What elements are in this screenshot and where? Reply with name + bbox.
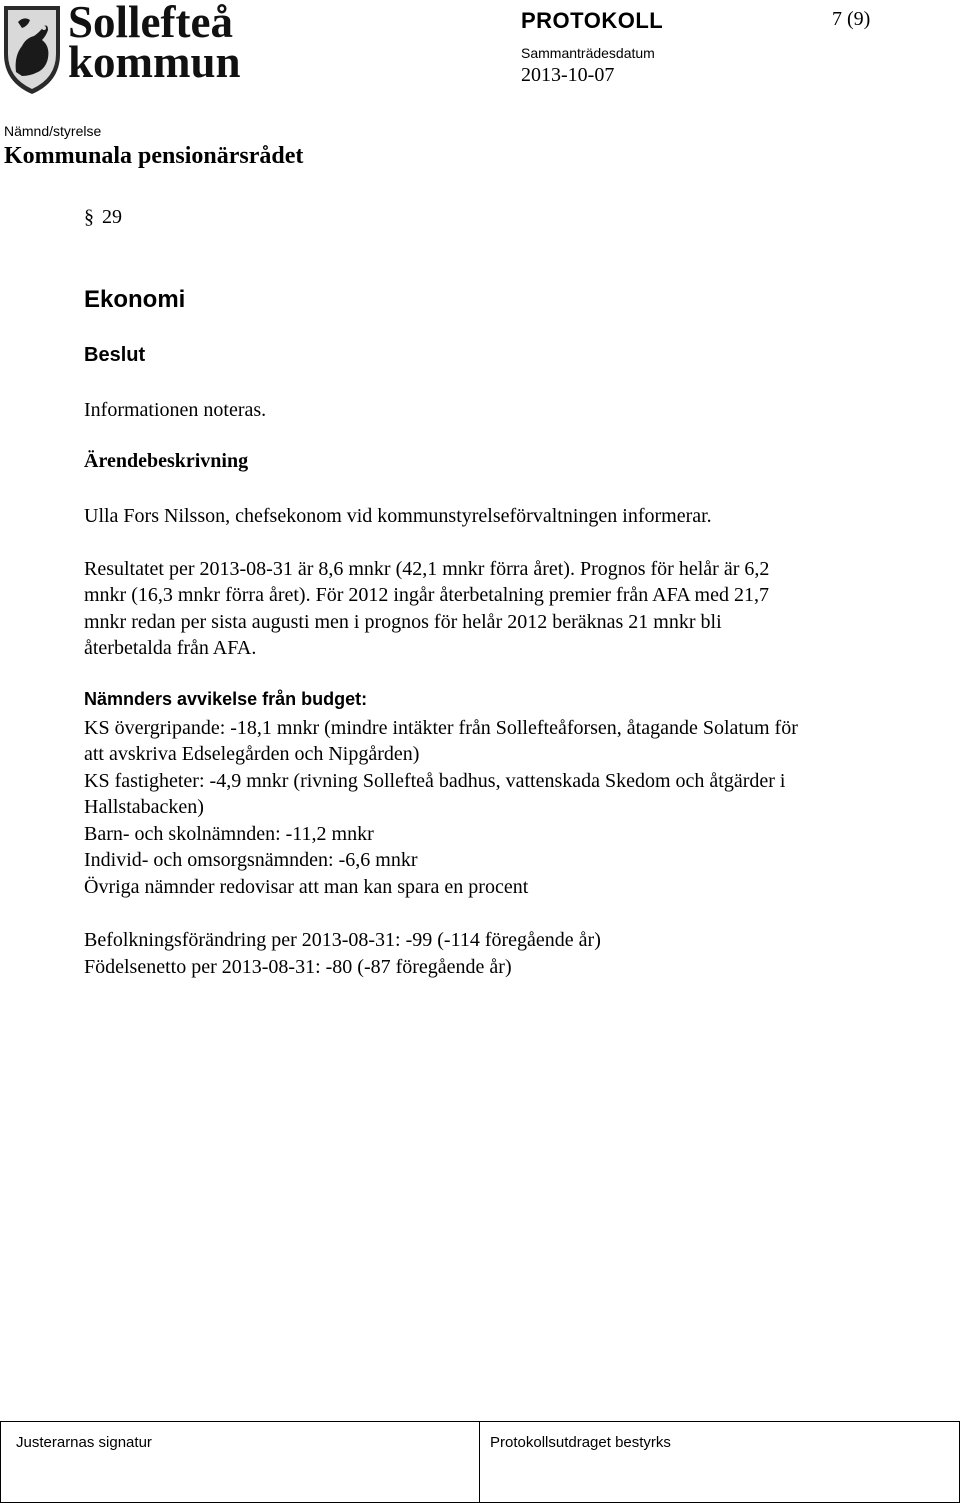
budget-line: Individ- och omsorgsnämnden: -6,6 mnkr — [84, 849, 418, 871]
coat-of-arms-icon — [0, 2, 64, 98]
logo-line-1: Sollefteå — [68, 0, 233, 47]
result-line: mnkr (16,3 mnkr förra året). För 2012 ingår återbetalning premier från AFA med 21,7 — [84, 584, 769, 606]
budget-line: KS fastigheter: -4,9 mnkr (rivning Sollefteå badhus, vattenskada Skedom och åtgärder i — [84, 770, 786, 792]
adjusters-signature-label: Justerarnas signatur — [16, 1434, 152, 1451]
signature-divider — [479, 1422, 480, 1502]
result-line: mnkr redan per sista augusti men i prognos för helår 2012 beräknas 21 mnkr bli — [84, 611, 722, 633]
case-heading: Ärendebeskrivning — [84, 450, 249, 472]
extract-certified-label: Protokollsutdraget bestyrks — [490, 1434, 671, 1451]
decision-heading: Beslut — [84, 344, 146, 366]
municipality-logo — [68, 0, 241, 87]
logo-line-2: kommun — [68, 37, 241, 87]
budget-line: att avskriva Edselegården och Nipgården) — [84, 743, 420, 765]
meeting-date: 2013-10-07 — [521, 64, 615, 86]
page-number: 7 (9) — [832, 8, 871, 30]
budget-heading: Nämnders avvikelse från budget: — [84, 689, 368, 709]
board-label: Nämnd/styrelse — [4, 123, 102, 139]
budget-line: KS övergripande: -18,1 mnkr (mindre intäkter från Sollefteåforsen, åtagande Solatum för — [84, 717, 798, 739]
meeting-date-label: Sammanträdesdatum — [521, 45, 655, 61]
budget-line: Övriga nämnder redovisar att man kan spara en procent — [84, 876, 529, 898]
paragraph-number — [84, 206, 122, 229]
population-line: Befolkningsförändring per 2013-08-31: -99 (-114 föregående år) — [84, 929, 601, 951]
result-line: Resultatet per 2013-08-31 är 8,6 mnkr (42,1 mnkr förra året). Prognos för helår är 6,2 — [84, 558, 770, 580]
case-line: Ulla Fors Nilsson, chefsekonom vid kommunstyrelseförvaltningen informerar. — [84, 505, 712, 527]
decision-text: Informationen noteras. — [84, 399, 267, 421]
paragraph-symbol: § — [84, 206, 94, 228]
document-type: PROTOKOLL — [521, 8, 664, 33]
paragraph-number-value: 29 — [102, 206, 122, 228]
population-line: Födelsenetto per 2013-08-31: -80 (-87 föregående år) — [84, 956, 512, 978]
budget-line: Barn- och skolnämnden: -11,2 mnkr — [84, 823, 374, 845]
budget-line: Hallstabacken) — [84, 796, 204, 818]
result-line: återbetalda från AFA. — [84, 637, 257, 659]
section-title: Ekonomi — [84, 286, 186, 313]
board-name: Kommunala pensionärsrådet — [4, 143, 304, 169]
